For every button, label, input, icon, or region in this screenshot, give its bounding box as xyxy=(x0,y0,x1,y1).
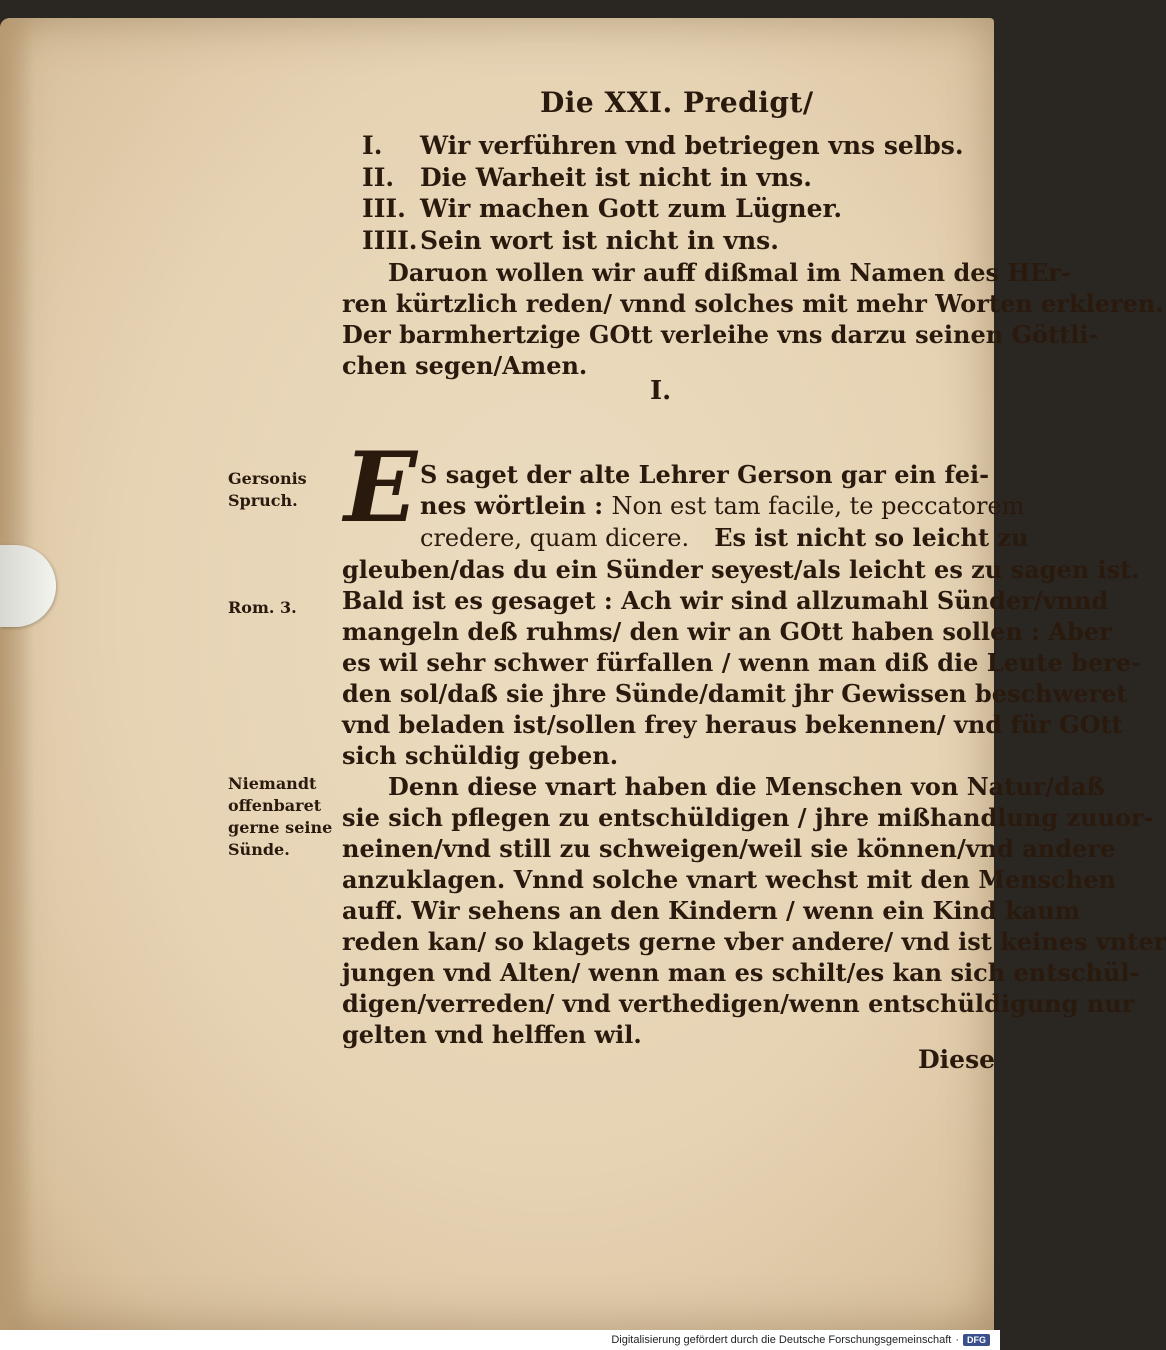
drop-cap: E xyxy=(344,431,418,544)
text-line: es wil sehr schwer fürfallen / wenn man diß die Leute bere- xyxy=(342,648,1142,677)
text-line: Denn diese vnart haben die Menschen von Natur/daß xyxy=(388,772,1105,801)
text-line: credere, quam dicere. Es ist nicht so leicht zu xyxy=(420,523,1029,552)
text-line: digen/verreden/ vnd verthedigen/wenn entschüldigung nur xyxy=(342,989,1135,1018)
paragraph-intro xyxy=(342,257,1164,381)
list-item: I. Wir verführen vnd betriegen vns selbs. xyxy=(362,131,964,160)
footer-credit: Digitalisierung gefördert durch die Deutsche Forschungsgemeinschaft xyxy=(611,1334,952,1346)
latin-quote: Non est tam facile, te peccatorem xyxy=(611,492,1025,520)
text-line: sie sich pflegen zu entschüldigen / jhre mißhandlung zuuor- xyxy=(342,803,1154,832)
list-item: IIII. Sein wort ist nicht in vns. xyxy=(362,225,779,255)
section-number: I. xyxy=(650,376,672,406)
latin-quote: credere, quam dicere. xyxy=(420,524,690,552)
text-line: jungen vnd Alten/ wenn man es schilt/es kan sich entschül- xyxy=(342,958,1140,987)
list-item: III. Wir machen Gott zum Lügner. xyxy=(362,194,843,223)
paragraph-nature xyxy=(342,771,1166,1050)
text-line: Daruon wollen wir auff dißmal im Namen des HEr- xyxy=(388,258,1071,287)
list-item: II. Die Warheit ist nicht in vns. xyxy=(362,162,812,192)
footer-bar: Digitalisierung gefördert durch die Deutsche Forschungsgemeinschaft · DFG xyxy=(0,1330,1000,1350)
margin-note-gerson: Gersonis Spruch. xyxy=(228,469,307,510)
sermon-point-list xyxy=(362,130,964,256)
text-line: ren kürtzlich reden/ vnnd solches mit mehr Worten erkleren. xyxy=(342,289,1164,318)
catchword: Diese xyxy=(918,1045,996,1074)
text-line: sich schüldig geben. xyxy=(342,741,619,770)
margin-note-romans: Rom. 3. xyxy=(228,598,297,617)
paragraph-gerson xyxy=(342,459,1141,771)
text-line: anzuklagen. Vnnd solche vnart wechst mit den Menschen xyxy=(342,865,1116,894)
text-line: nes wörtlein : Non est tam facile, te peccatorem xyxy=(420,491,1025,520)
text-line: mangeln deß ruhms/ den wir an GOtt haben sollen : Aber xyxy=(342,617,1112,646)
text-line: Bald ist es gesaget : Ach wir sind allzumahl Sünder/vnnd xyxy=(342,586,1109,615)
text-line: reden kan/ so klagets gerne vber andere/ vnd ist keines vnter xyxy=(342,927,1166,956)
text-line: vnd beladen ist/sollen frey heraus bekennen/ vnd für GOtt xyxy=(342,710,1123,739)
page-header: Die XXI. Predigt/ xyxy=(540,86,814,119)
text-line: gleuben/das du ein Sünder seyest/als leicht es zu sagen ist. xyxy=(342,555,1140,584)
text-line: chen segen/Amen. xyxy=(342,351,588,380)
text-line: auff. Wir sehens an den Kindern / wenn ein Kind kaum xyxy=(342,896,1081,925)
dfg-logo-icon: DFG xyxy=(963,1334,990,1346)
margin-note-niemandt: Niemandt offenbaret gerne seine Sünde. xyxy=(228,774,333,859)
text-line: Der barmhertzige GOtt verleihe vns darzu seinen Göttli- xyxy=(342,320,1099,349)
text-line: gelten vnd helffen wil. xyxy=(342,1020,642,1049)
text-line: S saget der alte Lehrer Gerson gar ein fei- xyxy=(420,460,990,489)
page-edge-shadow xyxy=(0,18,34,1330)
text-line: den sol/daß sie jhre Sünde/damit jhr Gewissen beschweret xyxy=(342,679,1128,708)
text-line: neinen/vnd still zu schweigen/weil sie können/vnd andere xyxy=(342,834,1116,863)
